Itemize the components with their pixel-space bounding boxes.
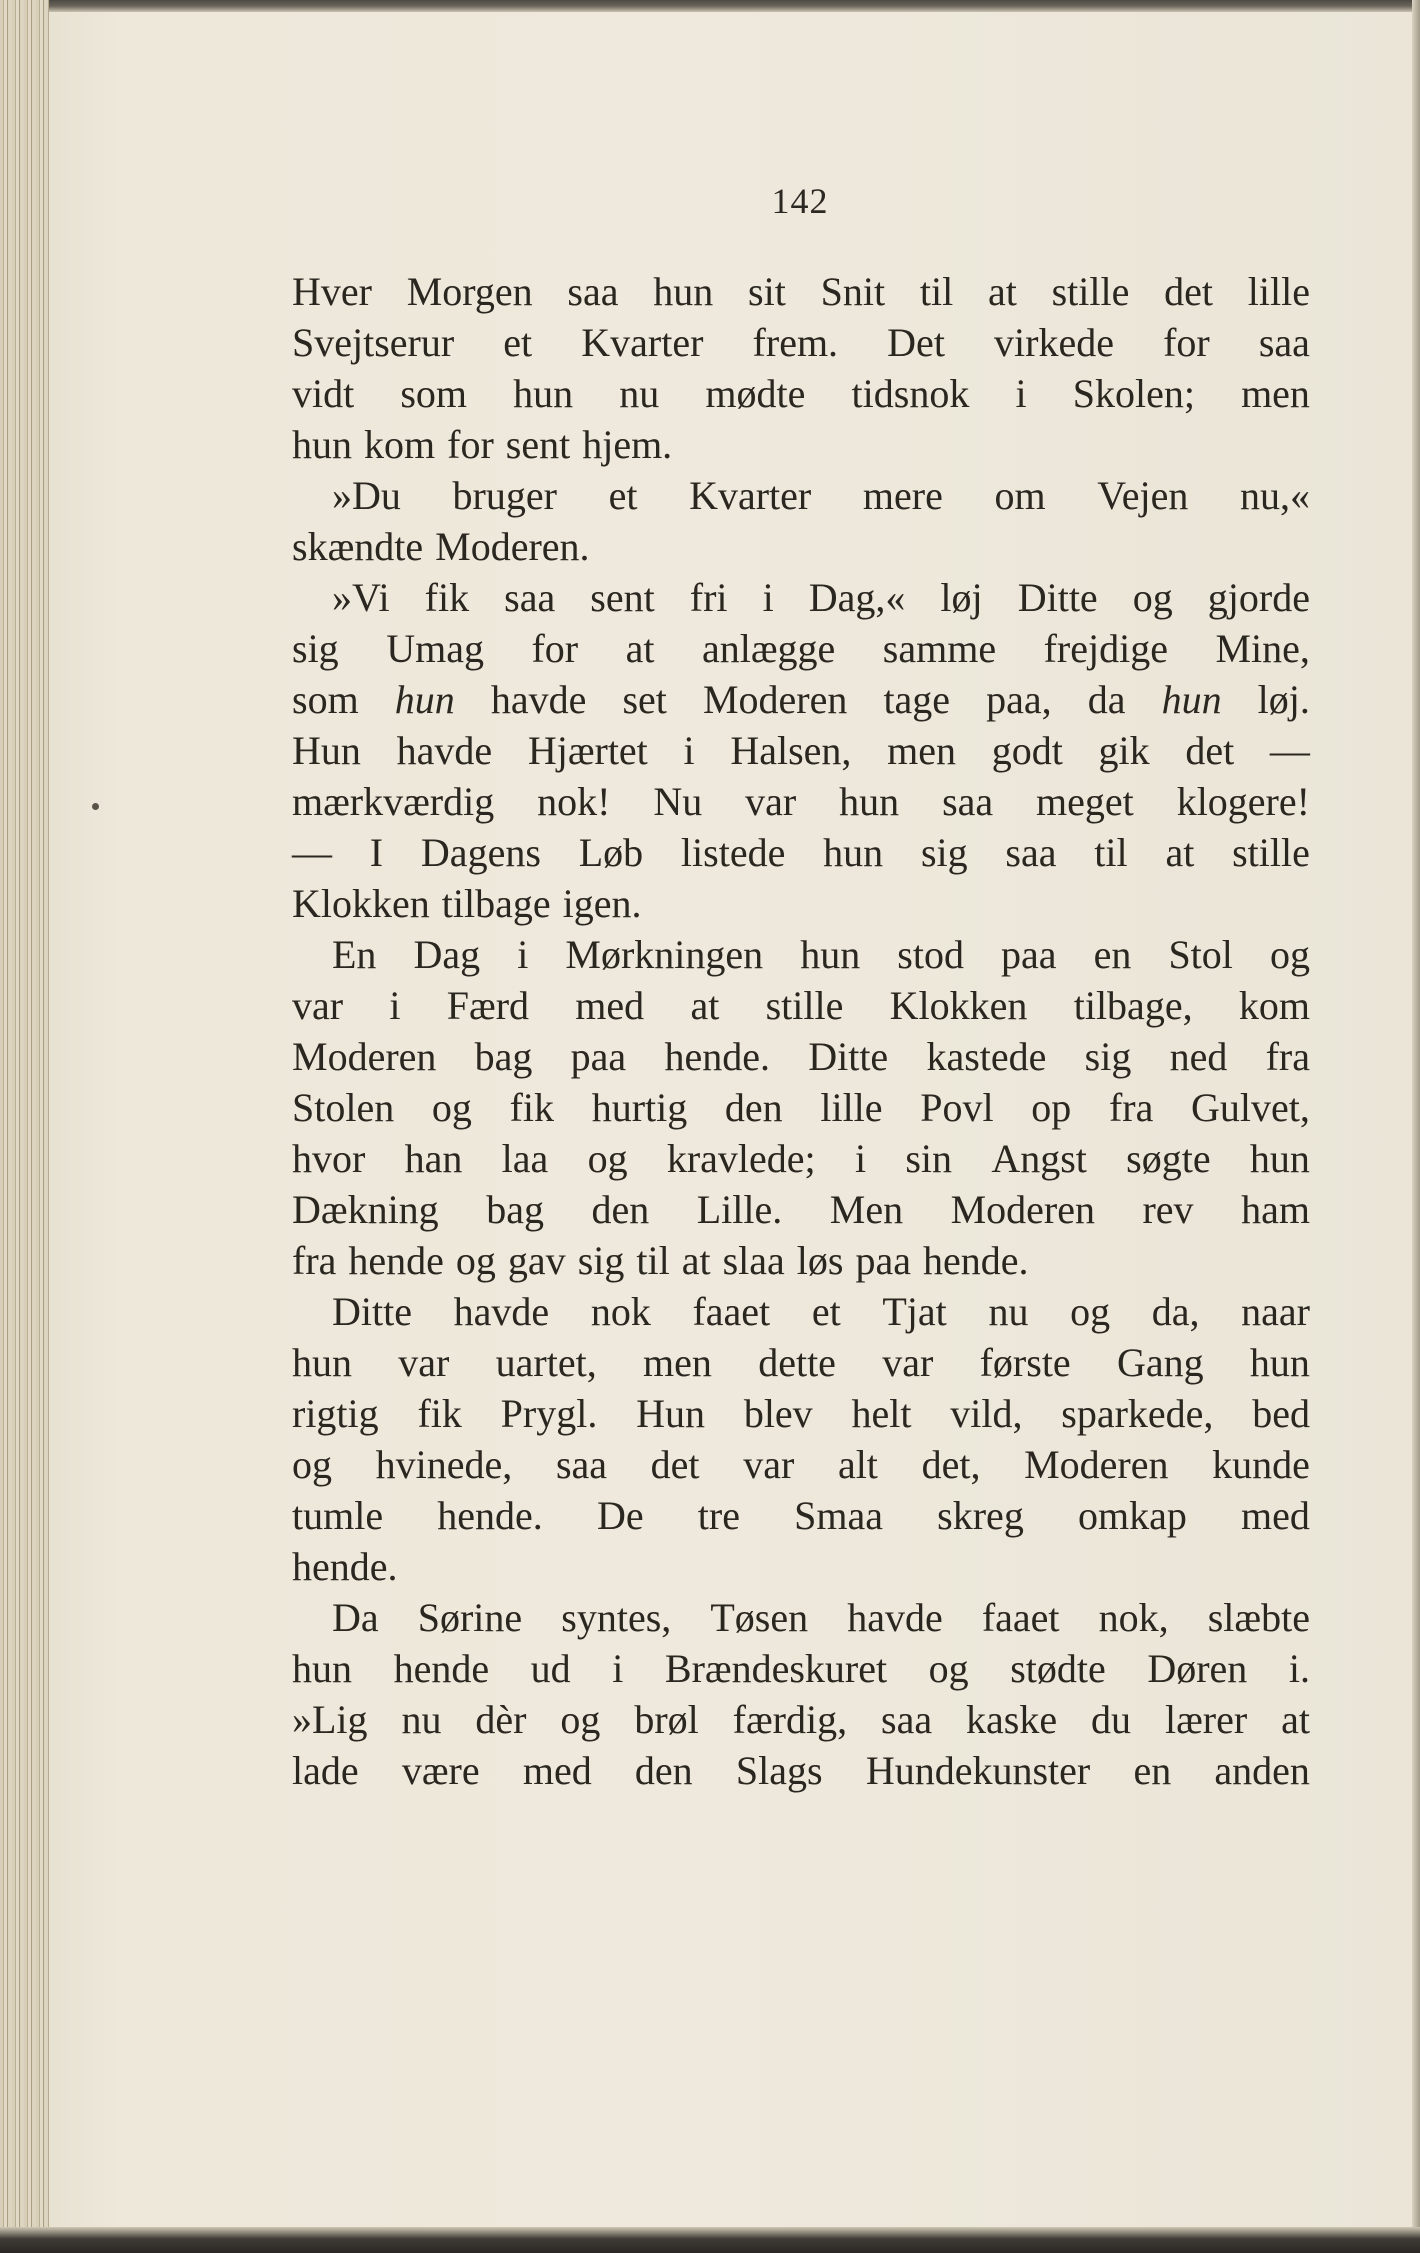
text-line: fra hende og gav sig til at slaa løs paa hende. [292,1238,1029,1283]
scan-bottom-edge [0,2227,1420,2253]
text-line: Dækning bag den Lille. Men Moderen rev ham [292,1187,1310,1232]
text-line: Hun havde Hjærtet i Halsen, men godt gik det — [292,728,1310,773]
text-line: »Du bruger et Kvarter mere om Vejen nu,« [332,473,1310,518]
text-line: Moderen bag paa hende. Ditte kastede sig ned fra [292,1034,1310,1079]
text-line: lade være med den Slags Hundekunster en anden [292,1748,1310,1793]
text-line: hun hende ud i Brændeskuret og stødte Døren i. [292,1646,1310,1691]
text-line: En Dag i Mørkningen hun stod paa en Stol og [332,932,1310,977]
text-line: og hvinede, saa det var alt det, Moderen kunde [292,1442,1310,1487]
text-line: tumle hende. De tre Smaa skreg omkap med [292,1493,1310,1538]
text-line: hvor han laa og kravlede; i sin Angst søgte hun [292,1136,1310,1181]
text-line: skændte Moderen. [292,524,590,569]
text-line: »Lig nu dèr og brøl færdig, saa kaske du lærer at [292,1697,1310,1742]
text-line: hende. [292,1544,398,1589]
page-number: 142 [771,181,829,221]
text-line: hun var uartet, men dette var første Gang hun [292,1340,1310,1385]
text-line: mærkværdig nok! Nu var hun saa meget klogere! [292,779,1310,824]
text-line: Svejtserur et Kvarter frem. Det virkede for saa [292,320,1310,365]
text-line: Da Sørine syntes, Tøsen havde faaet nok, slæbte [332,1595,1310,1640]
text-line: var i Færd med at stille Klokken tilbage, kom [292,983,1310,1028]
margin-speck [92,803,99,810]
scan-top-edge [0,0,1420,12]
text-line: rigtig fik Prygl. Hun blev helt vild, sparkede, bed [292,1391,1310,1436]
text-line: Stolen og fik hurtig den lille Povl op fra Gulvet, [292,1085,1310,1130]
book-binding-edge [0,0,49,2253]
scan-right-edge [1412,0,1420,2253]
text-line: som hun havde set Moderen tage paa, da hun løj. [292,677,1310,722]
text-line: — I Dagens Løb listede hun sig saa til at stille [292,830,1310,875]
text-line: »Vi fik saa sent fri i Dag,« løj Ditte og gjorde [332,575,1310,620]
text-line: sig Umag for at anlægge samme frejdige Mine, [292,626,1310,671]
body-text [292,266,1310,1796]
text-line: Ditte havde nok faaet et Tjat nu og da, naar [332,1289,1310,1334]
text-line: Hver Morgen saa hun sit Snit til at stille det lille [292,269,1310,314]
text-line: hun kom for sent hjem. [292,422,673,467]
text-line: Klokken tilbage igen. [292,881,642,926]
text-line: vidt som hun nu mødte tidsnok i Skolen; men [292,371,1310,416]
